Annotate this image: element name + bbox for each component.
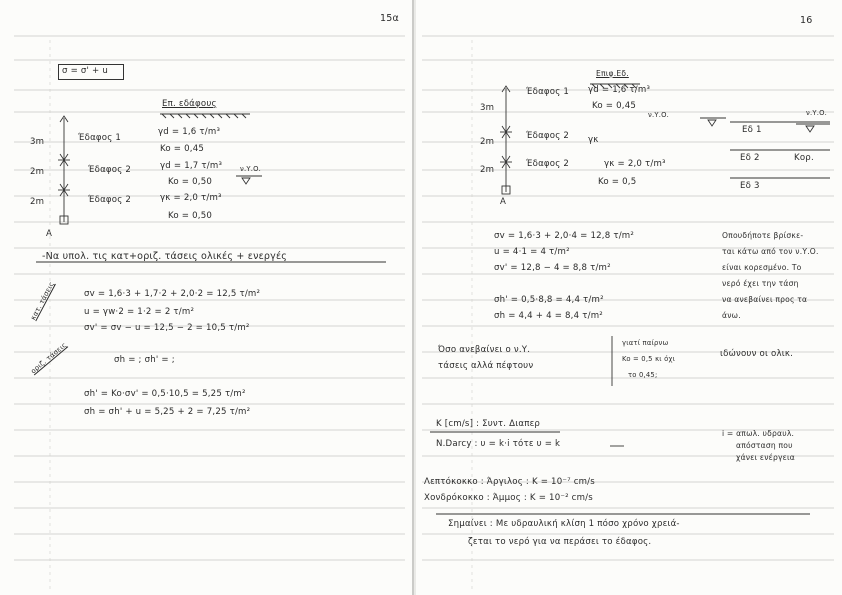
right-eq-sigma-v-eff: σv' = 12,8 − 4 = 8,8 τ/m²: [494, 263, 611, 273]
right-layer2-depth: 2m: [480, 137, 495, 147]
left-eq-u: u = γw·2 = 1·2 = 2 τ/m²: [84, 307, 195, 317]
side-note-line-4: νερό έχει την τάση: [722, 279, 799, 288]
darcy-note-3: χάνει ενέργεια: [736, 453, 795, 462]
right-layer2-gamma: γκ: [588, 135, 599, 145]
right-side-layer2-extra: Κορ.: [794, 153, 814, 163]
right-ground-surface-label: Επιφ.Εδ.: [596, 69, 629, 78]
right-eq-sigma-h-eff: σh' = 0,5·8,8 = 4,4 τ/m²: [494, 295, 604, 305]
side-note-line-5: να ανεβαίνει προς τα: [722, 295, 808, 304]
point-a-label: A: [46, 229, 53, 239]
left-eq-sigma-v-eff: σv' = σv − u = 12,5 − 2 = 10,5 τ/m²: [84, 323, 250, 333]
layer1-k: Ko = 0,45: [160, 144, 205, 154]
right-side-layer1: Εδ 1: [742, 125, 762, 135]
layer1-gamma: γd = 1,6 τ/m³: [158, 127, 221, 137]
side-note-line-6: άνω.: [722, 311, 741, 320]
layer2-k: Ko = 0,50: [168, 177, 213, 187]
rise-annotation-3: το 0,45;: [628, 371, 658, 379]
clay-permeability: Λεπτόκοκκο : Άργιλος : K = 10⁻⁷ cm/s: [424, 477, 595, 487]
right-page-number: 16: [800, 15, 813, 26]
rise-note-line-1: Όσο ανεβαίνει ο ν.Υ.: [438, 345, 531, 355]
meaning-line-1: Σημαίνει : Με υδραυλική κλίση 1 πόσο χρόνο χρειά-: [448, 519, 680, 529]
sand-permeability: Χονδρόκοκκο : Άμμος : K = 10⁻² cm/s: [424, 493, 593, 503]
darcy-law: Ν.Darcy : υ = k·i τότε υ = k: [436, 439, 561, 449]
layer1-depth: 3m: [30, 137, 45, 147]
layer3-k: Ko = 0,50: [168, 211, 213, 221]
right-eq-sigma-h: σh = 4,4 + 4 = 8,4 τ/m²: [494, 311, 603, 321]
right-layer1-depth: 3m: [480, 103, 495, 113]
right-layer1-k: Ko = 0,45: [592, 101, 637, 111]
layer2-depth: 2m: [30, 167, 45, 177]
layer3-depth: 2m: [30, 197, 45, 207]
layer1-name: Έδαφος 1: [78, 133, 122, 143]
side-note-line-1: Οπουδήποτε βρίσκε-: [722, 231, 804, 240]
left-horizontal-question: σh = ; σh' = ;: [114, 355, 175, 365]
right-eq-sigma-v: σv = 1,6·3 + 2,0·4 = 12,8 τ/m²: [494, 231, 635, 241]
layer2-name: Έδαφος 2: [88, 165, 132, 175]
rise-annotation-1: γιατί παίρνω: [622, 339, 669, 347]
right-side-layer2: Εδ 2: [740, 153, 760, 163]
layer2-water-table: ν.Υ.Ο.: [240, 165, 261, 173]
rise-annotation-2: Ko = 0,5 κι όχι: [622, 355, 676, 363]
right-eq-u: u = 4·1 = 4 τ/m²: [494, 247, 570, 257]
layer2-gamma: γd = 1,7 τ/m³: [160, 161, 223, 171]
ground-surface-label: Επ. εδάφους: [162, 99, 217, 109]
horizontal-stress-side-label: οριζ. τάσεις: [29, 340, 69, 376]
darcy-note-2: απόσταση που: [736, 441, 793, 450]
layer3-gamma: γκ = 2,0 τ/m³: [160, 193, 222, 203]
right-layer3-depth: 2m: [480, 165, 495, 175]
right-side-water-table: ν.Υ.Ο.: [806, 109, 827, 117]
right-layer3-k: Ko = 0,5: [598, 177, 637, 187]
rise-note-line-2: τάσεις αλλά πέφτουν: [438, 361, 534, 371]
right-layer1-name: Έδαφος 1: [526, 87, 570, 97]
task-statement: -Να υπολ. τις κατ+οριζ. τάσεις ολικές + ενεργές: [42, 251, 288, 262]
rise-note-right: ιδώνουν οι ολικ.: [720, 349, 794, 359]
meaning-line-2: ζεται το νερό για να περάσει το έδαφος.: [468, 537, 652, 547]
permeability-definition: K [cm/s] : Συντ. Διαπερ: [436, 419, 541, 429]
left-eq-sigma-h-eff: σh' = Ko·σv' = 0,5·10,5 = 5,25 τ/m²: [84, 389, 246, 399]
layer3-name: Έδαφος 2: [88, 195, 132, 205]
right-layer2-name: Έδαφος 2: [526, 131, 570, 141]
darcy-note-1: i = απωλ. υδραυλ.: [722, 429, 795, 438]
left-eq-sigma-h: σh = σh' + u = 5,25 + 2 = 7,25 τ/m²: [84, 407, 251, 417]
left-page-number: 15α: [380, 13, 399, 24]
right-point-a-label: A: [500, 197, 507, 207]
vertical-stress-side-label: κατ. τάσεις: [29, 280, 56, 322]
left-eq-sigma-v: σv = 1,6·3 + 1,7·2 + 2,0·2 = 12,5 τ/m²: [84, 289, 261, 299]
formula-box-text: σ = σ' + u: [62, 66, 109, 76]
side-note-line-3: είναι κορεσμένο. Το: [722, 263, 802, 272]
right-water-table: ν.Υ.Ο.: [648, 111, 669, 119]
right-layer3-gamma: γκ = 2,0 τ/m³: [604, 159, 666, 169]
side-note-line-2: ται κάτω από τον ν.Υ.Ο.: [722, 247, 819, 256]
right-side-layer3: Εδ 3: [740, 181, 760, 191]
right-layer3-name: Έδαφος 2: [526, 159, 570, 169]
right-layer1-gamma: γd = 1,6 τ/m³: [588, 85, 651, 95]
